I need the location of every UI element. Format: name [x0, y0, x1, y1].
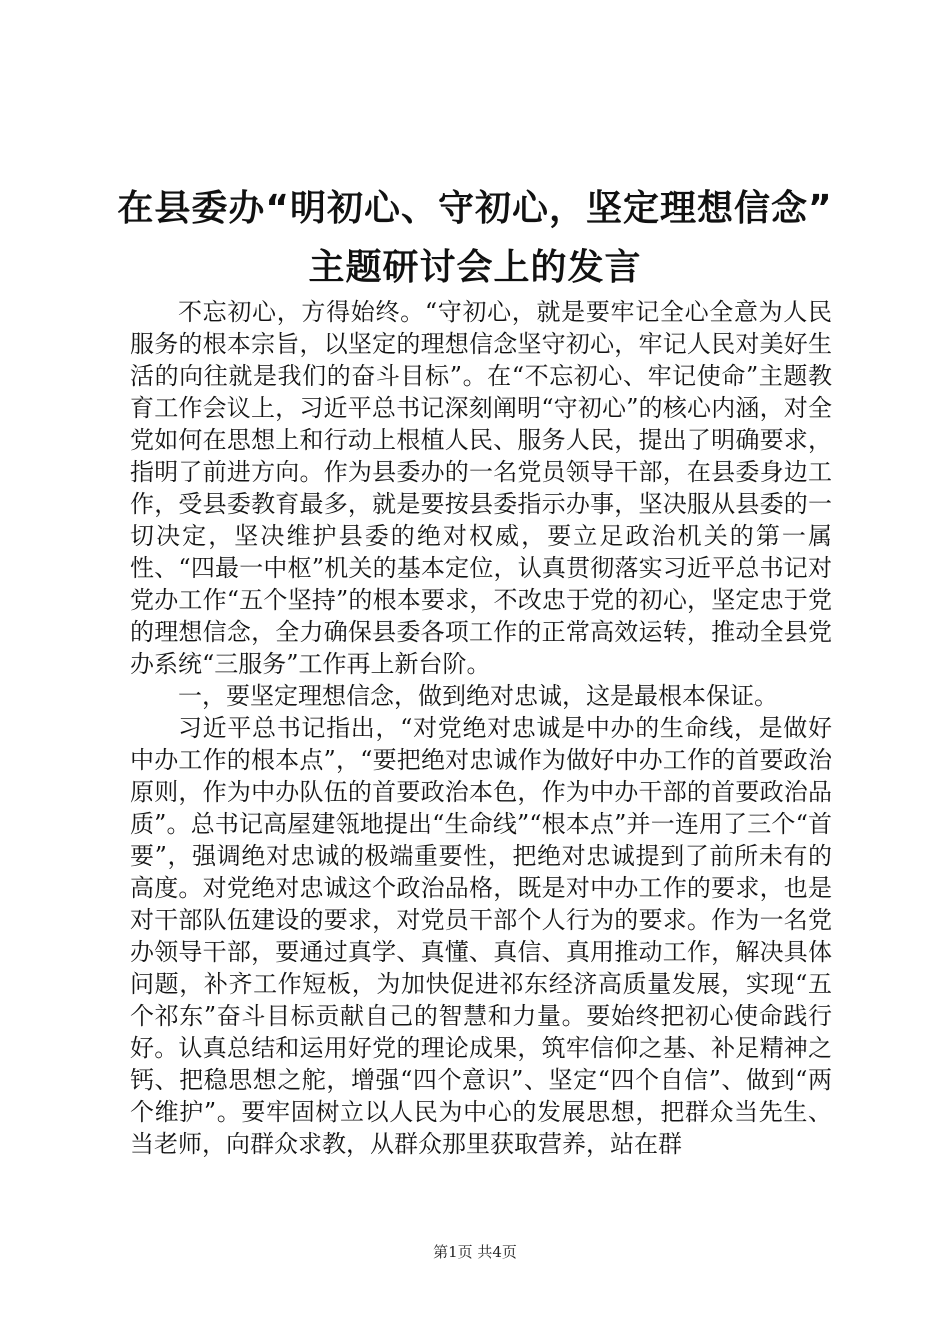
section-heading-1: 一，要坚定理想信念，做到绝对忠诚，这是最根本保证。	[178, 682, 778, 710]
document-title-line-1: 在县委办“明初心、守初心，坚定理想信念”	[117, 188, 833, 229]
document-body	[130, 296, 832, 1160]
page-footer: 第1页 共4页	[433, 1243, 517, 1261]
body-paragraph-intro: 不忘初心，方得始终。“守初心，就是要牢记全心全意为人民服务的根本宗旨，以坚定的理想信念坚守初心，牢记人民对美好生活的向往就是我们的奋斗目标”。在“不忘初心、牢记使命”主题教育工作会议上，习近平总书记深刻阐明“守初心”的核心内涵，对全党如何在思想上和行动上根植人民、服务人民，提出了明确要求，指明了前进方向。作为县委办的一名党员领导干部，在县委身边工作，受县委教育最多，就是要按县委指示办事，坚决服从县委的一切决定，坚决维护县委的绝对权威，要立足政治机关的第一属性、“四最一中枢”机关的基本定位，认真贯彻落实习近平总书记对党办工作“五个坚持”的根本要求，不改忠于党的初心，坚定忠于党的理想信念，全力确保县委各项工作的正常高效运转，推动全县党办系统“三服务”工作再上新台阶。	[130, 298, 832, 678]
body-paragraph-section-1: 习近平总书记指出，“对党绝对忠诚是中办的生命线，是做好中办工作的根本点”，“要把绝对忠诚作为做好中办工作的首要政治原则，作为中办队伍的首要政治本色，作为中办干部的首要政治品质”。总书记高屋建瓴地提出“生命线”“根本点”并一连用了三个“首要”，强调绝对忠诚的极端重要性，把绝对忠诚提到了前所未有的高度。对党绝对忠诚这个政治品格，既是对中办工作的要求，也是对干部队伍建设的要求，对党员干部个人行为的要求。作为一名党办领导干部，要通过真学、真懂、真信、真用推动工作，解决具体问题，补齐工作短板，为加快促进祁东经济高质量发展，实现“五个祁东”奋斗目标贡献自己的智慧和力量。要始终把初心使命践行好。认真总结和运用好党的理论成果，筑牢信仰之基、补足精神之钙、把稳思想之舵，增强“四个意识”、坚定“四个自信”、做到“两个维护”。要牢固树立以人民为中心的发展思想，把群众当先生、当老师，向群众求教，从群众那里获取营养，站在群	[130, 714, 832, 1158]
document-title-line-2: 主题研讨会上的发言	[308, 247, 642, 288]
